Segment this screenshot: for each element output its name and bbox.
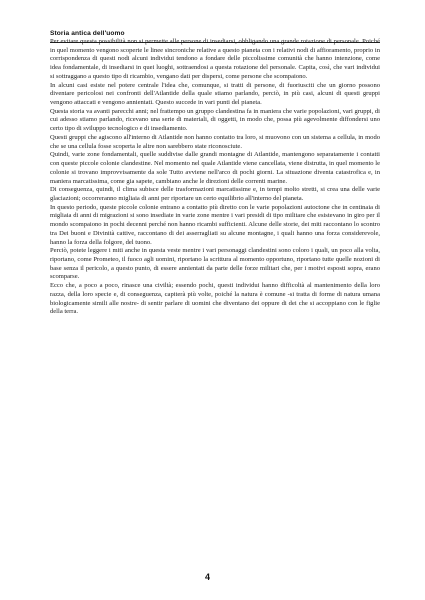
- header-title: Storia antica dell'uomo: [50, 30, 125, 37]
- paragraph: In alcuni casi esiste nel potere centrale l'idea che, comunque, si tratti di persone, di fuoriusciti che un giorno possono diventare pericolosi nei confronti dell'Atlantide della quale stiamo parlando, perciò, in più casi, alcuni di questi gruppi vengono attaccati e vengono annientati. Questo succede in vari punti del pianeta.: [50, 81, 380, 107]
- paragraph: Ecco che, a poco a poco, rinasce una civiltà; essendo pochi, questi individui hanno difficoltà al mantenimento della loro razza, della loro specie e, di conseguenza, capiterà più volte, poiché la natura è comune -si tratta di forme di natura umana biologicamente simili alle nostre- di sentir parlare di uomini che diventano dei oppure di dei che si accoppiano con le figlie della terra.: [50, 282, 380, 316]
- paragraph: In questo periodo, queste piccole colonie entrano a contatto più diretto con le varie popolazioni autoctone che in centinaia di migliaia di anni di migrazioni si sono insediate in varie zone mentre i vari presidi di tipo militare che esistevano in giro per il mondo scompaiono in pochi decenni perché non hanno ricambi sufficienti. Alcune delle storie, dei miti raccontano lo scontro tra Dei buoni e Divinità cattive, raccontano di dei asserragliati su alcune montagne, i quali hanno una forza considerevole, hanno la forza della folgore, del tuono.: [50, 203, 380, 246]
- paragraph: Perciò, potete leggere i miti anche in questa veste mentre i vari personaggi clandestini sono coloro i quali, un poco alla volta, riportano, come Prometeo, il fuoco agli uomini, riportano la scrittura al momento opportuno, riportano tutte quelle nozioni di base senza il pericolo, a questo punto, di essere annientati da parte delle forze militari che, per i motivi esposti sopra, erano scomparse.: [50, 247, 380, 281]
- paragraph: Per evitare questa possibilità non si permette alle persone di insediarsi, obbligando una grande rotazione di personale. Poiché in quel momento vengono scoperte le linee sincroniche relative a questo pianeta con i relativi nodi di affioramento, proprio in corrispondenza di questi nodi alcuni individui tendono a fondare delle piccolissime comunità che hanno intenzione, come idea fondamentale, di insediarsi in quei luoghi, sottraendosi a questa rotazione del personale. Capita, così, che vari individui si sottraggano a questo tipo di ricambio, vengano dati per dispersi, come persone che scompaiono.: [50, 38, 380, 80]
- page-number: 4: [205, 572, 211, 582]
- paragraph: Di conseguenza, quindi, il clima subisce delle trasformazioni marcatissime e, in tempi molto stretti, si crea una delle varie glaciazioni; occorreranno migliaia di anni per riportare un certo equilibrio all'interno del pianeta.: [50, 186, 380, 202]
- paragraph: Quindi, varie zone fondamentali, quelle suddivise dalle grandi montagne di Atlantide, mantengono separatamente i contatti con queste piccole colonie clandestine. Nel momento nel quale Atlantide viene cancellata, viene distrutta, in quel momento le colonie si trovano improvvisamente da sole Tutto avviene nell'arco di pochi giorni. La situazione diventa catastrofica e, in maniera marcatissima, come gia sapete, cambiano anche le direzioni delle correnti marine.: [50, 151, 380, 185]
- body-text: [50, 38, 380, 317]
- paragraph: Questa storia va avanti parecchi anni; nel frattempo un gruppo clandestina fa in maniera che varie popolazioni, vari gruppi, di cui adesso stiamo parlando, ricevano una serie di materiali, di oggetti, in modo che, possa più agevolmente diffondersi uno certo tipo di sviluppo tecnologico e di insediamento.: [50, 107, 380, 133]
- paragraph: Questi gruppi che agiscono all'interno di Atlantide non hanno contatto tra loro, si muovono con un sistema a cellula, in modo che se una cellula fosse scoperta le altre non sarebbero state riconosciute.: [50, 133, 380, 150]
